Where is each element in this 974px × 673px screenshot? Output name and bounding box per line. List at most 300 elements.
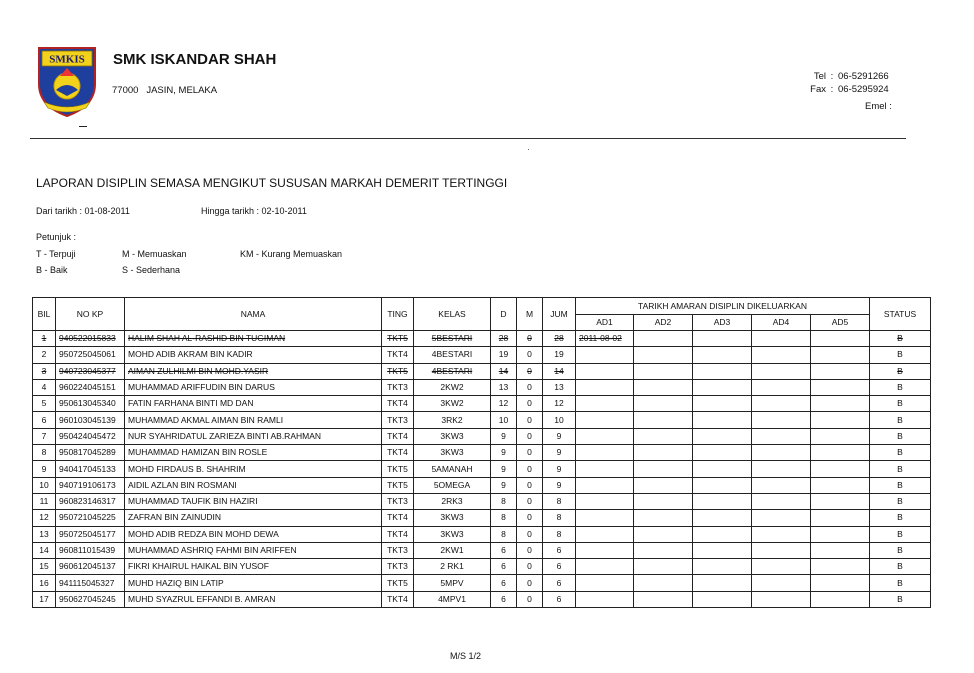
- cell-ting: TKT5: [382, 575, 414, 591]
- cell-ad1: [576, 542, 634, 558]
- cell-status: B: [870, 428, 931, 444]
- cell-ad4: [752, 347, 811, 363]
- cell-ad4: [752, 363, 811, 379]
- cell-d: 9: [491, 477, 517, 493]
- cell-kelas: 2 RK1: [414, 559, 491, 575]
- col-ad5: AD5: [811, 315, 870, 331]
- legend-item-baik: B - Baik: [36, 265, 68, 275]
- cell-kelas: 3KW3: [414, 526, 491, 542]
- stray-dot: [528, 149, 529, 150]
- cell-ad2: [634, 493, 693, 509]
- cell-d: 19: [491, 347, 517, 363]
- cell-status: B: [870, 559, 931, 575]
- cell-jum: 9: [543, 445, 576, 461]
- cell-ting: TKT4: [382, 428, 414, 444]
- cell-nokp: 960103045139: [56, 412, 125, 428]
- legend-item-terpuji: T - Terpuji: [36, 249, 76, 259]
- cell-kelas: 2RK3: [414, 493, 491, 509]
- cell-jum: 13: [543, 379, 576, 395]
- cell-d: 14: [491, 363, 517, 379]
- cell-nokp: 940719106173: [56, 477, 125, 493]
- cell-kelas: 2KW1: [414, 542, 491, 558]
- cell-kelas: 3RK2: [414, 412, 491, 428]
- cell-jum: 9: [543, 461, 576, 477]
- cell-ad2: [634, 510, 693, 526]
- cell-m: 0: [517, 379, 543, 395]
- cell-ad4: [752, 591, 811, 607]
- table-row: [33, 493, 931, 509]
- table-row: [33, 396, 931, 412]
- cell-d: 9: [491, 445, 517, 461]
- col-ad1: AD1: [576, 315, 634, 331]
- cell-nama: FATIN FARHANA BINTI MD DAN: [125, 396, 382, 412]
- table-row: [33, 347, 931, 363]
- cell-m: 0: [517, 331, 543, 347]
- cell-ad4: [752, 575, 811, 591]
- cell-m: 0: [517, 412, 543, 428]
- cell-ad4: [752, 428, 811, 444]
- cell-d: 8: [491, 526, 517, 542]
- cell-bil: 12: [33, 510, 56, 526]
- cell-bil: 10: [33, 477, 56, 493]
- cell-ad3: [693, 363, 752, 379]
- cell-ting: TKT3: [382, 559, 414, 575]
- cell-ad4: [752, 526, 811, 542]
- cell-nokp: 950817045289: [56, 445, 125, 461]
- cell-jum: 10: [543, 412, 576, 428]
- table-row: [33, 591, 931, 607]
- fax-row: [798, 83, 889, 96]
- cell-bil: 15: [33, 559, 56, 575]
- table-row: [33, 559, 931, 575]
- cell-ting: TKT4: [382, 591, 414, 607]
- cell-m: 0: [517, 591, 543, 607]
- cell-ad2: [634, 461, 693, 477]
- col-bil: BIL: [33, 298, 56, 331]
- cell-bil: 11: [33, 493, 56, 509]
- cell-m: 0: [517, 575, 543, 591]
- cell-nokp: 940522015833: [56, 331, 125, 347]
- cell-nokp: 940417045133: [56, 461, 125, 477]
- table-row: [33, 477, 931, 493]
- cell-status: B: [870, 412, 931, 428]
- cell-nama: MOHD ADIB REDZA BIN MOHD DEWA: [125, 526, 382, 542]
- cell-ad1: [576, 379, 634, 395]
- cell-bil: 4: [33, 379, 56, 395]
- cell-kelas: 3KW3: [414, 428, 491, 444]
- cell-m: 0: [517, 461, 543, 477]
- cell-ad1: [576, 559, 634, 575]
- cell-nokp: 960224045151: [56, 379, 125, 395]
- tel-value: 06-5291266: [838, 71, 889, 82]
- table-row: [33, 510, 931, 526]
- cell-bil: 8: [33, 445, 56, 461]
- cell-nokp: 960612045137: [56, 559, 125, 575]
- cell-nama: MUHAMMAD HAMIZAN BIN ROSLE: [125, 445, 382, 461]
- col-jum: JUM: [543, 298, 576, 331]
- cell-nokp: 950613045340: [56, 396, 125, 412]
- cell-ad2: [634, 477, 693, 493]
- cell-d: 13: [491, 379, 517, 395]
- legend-item-sederhana: S - Sederhana: [122, 265, 181, 275]
- cell-nokp: 940723045377: [56, 363, 125, 379]
- report-title: LAPORAN DISIPLIN SEMASA MENGIKUT SUSUSAN MARKAH DEMERIT TERTINGGI: [36, 176, 508, 190]
- cell-ting: TKT5: [382, 363, 414, 379]
- cell-d: 12: [491, 396, 517, 412]
- cell-ad3: [693, 396, 752, 412]
- school-address: 77000 JASIN, MELAKA: [112, 85, 218, 96]
- col-status: STATUS: [870, 298, 931, 331]
- cell-status: B: [870, 591, 931, 607]
- cell-ad5: [811, 542, 870, 558]
- decorative-dash: [79, 126, 87, 127]
- table-row: [33, 575, 931, 591]
- legend-item-memuaskan: M - Memuaskan: [122, 249, 187, 259]
- school-name: SMK ISKANDAR SHAH: [113, 51, 277, 68]
- cell-bil: 17: [33, 591, 56, 607]
- cell-jum: 19: [543, 347, 576, 363]
- table-row: [33, 363, 931, 379]
- cell-bil: 14: [33, 542, 56, 558]
- cell-ad4: [752, 477, 811, 493]
- cell-ad2: [634, 396, 693, 412]
- cell-ad2: [634, 575, 693, 591]
- cell-status: B: [870, 510, 931, 526]
- cell-jum: 6: [543, 559, 576, 575]
- cell-ad5: [811, 445, 870, 461]
- cell-ad2: [634, 331, 693, 347]
- cell-nokp: 950725045061: [56, 347, 125, 363]
- cell-ad4: [752, 510, 811, 526]
- cell-ad5: [811, 477, 870, 493]
- cell-kelas: 5OMEGA: [414, 477, 491, 493]
- cell-ad5: [811, 575, 870, 591]
- cell-ad1: [576, 347, 634, 363]
- cell-nokp: 950627045245: [56, 591, 125, 607]
- cell-kelas: 5BESTARI: [414, 331, 491, 347]
- cell-ad1: [576, 477, 634, 493]
- cell-ad2: [634, 428, 693, 444]
- cell-jum: 6: [543, 575, 576, 591]
- cell-d: 10: [491, 412, 517, 428]
- cell-bil: 3: [33, 363, 56, 379]
- cell-ad3: [693, 575, 752, 591]
- cell-bil: 6: [33, 412, 56, 428]
- cell-status: B: [870, 331, 931, 347]
- cell-status: B: [870, 526, 931, 542]
- cell-status: B: [870, 396, 931, 412]
- cell-ad5: [811, 347, 870, 363]
- cell-ad1: [576, 526, 634, 542]
- cell-ad5: [811, 526, 870, 542]
- cell-ad3: [693, 347, 752, 363]
- cell-d: 6: [491, 591, 517, 607]
- cell-status: B: [870, 493, 931, 509]
- col-ad4: AD4: [752, 315, 811, 331]
- cell-m: 0: [517, 542, 543, 558]
- cell-ad1: [576, 428, 634, 444]
- cell-d: 9: [491, 428, 517, 444]
- table-row: [33, 412, 931, 428]
- cell-ad1: [576, 575, 634, 591]
- cell-status: B: [870, 542, 931, 558]
- cell-ting: TKT4: [382, 396, 414, 412]
- cell-kelas: 3KW2: [414, 396, 491, 412]
- cell-ad2: [634, 559, 693, 575]
- cell-d: 8: [491, 510, 517, 526]
- table-row: [33, 542, 931, 558]
- table-row: [33, 461, 931, 477]
- cell-m: 0: [517, 347, 543, 363]
- cell-ting: TKT3: [382, 542, 414, 558]
- cell-ad4: [752, 331, 811, 347]
- cell-ad1: 2011-08-02: [576, 331, 634, 347]
- logo-text: SMKIS: [49, 53, 85, 66]
- cell-status: B: [870, 461, 931, 477]
- cell-ad1: [576, 445, 634, 461]
- cell-ting: TKT5: [382, 331, 414, 347]
- cell-ad5: [811, 461, 870, 477]
- cell-ad3: [693, 412, 752, 428]
- cell-ad2: [634, 363, 693, 379]
- school-logo: [36, 46, 98, 118]
- fax-value: 06-5295924: [838, 84, 889, 95]
- cell-ad5: [811, 331, 870, 347]
- page-number: M/S 1/2: [450, 651, 482, 661]
- legend-item-kurang-memuaskan: KM - Kurang Memuaskan: [240, 249, 343, 259]
- cell-ad3: [693, 542, 752, 558]
- cell-bil: 1: [33, 331, 56, 347]
- cell-ad5: [811, 510, 870, 526]
- cell-ad2: [634, 412, 693, 428]
- cell-kelas: 4BESTARI: [414, 363, 491, 379]
- cell-kelas: 2KW2: [414, 379, 491, 395]
- cell-status: B: [870, 477, 931, 493]
- cell-jum: 12: [543, 396, 576, 412]
- cell-jum: 9: [543, 428, 576, 444]
- cell-d: 9: [491, 461, 517, 477]
- table-header-row: [33, 298, 931, 315]
- cell-bil: 2: [33, 347, 56, 363]
- cell-status: B: [870, 379, 931, 395]
- cell-jum: 6: [543, 542, 576, 558]
- cell-ad4: [752, 412, 811, 428]
- cell-nokp: 941115045327: [56, 575, 125, 591]
- cell-ad5: [811, 412, 870, 428]
- cell-ting: TKT5: [382, 477, 414, 493]
- cell-ad3: [693, 379, 752, 395]
- cell-nama: ZAFRAN BIN ZAINUDIN: [125, 510, 382, 526]
- cell-ad3: [693, 428, 752, 444]
- cell-kelas: 4MPV1: [414, 591, 491, 607]
- cell-jum: 28: [543, 331, 576, 347]
- cell-jum: 6: [543, 591, 576, 607]
- cell-jum: 8: [543, 510, 576, 526]
- contact-block: [798, 70, 889, 96]
- cell-kelas: 4BESTARI: [414, 347, 491, 363]
- fax-label: Fax: [810, 84, 826, 95]
- cell-nama: MUHD SYAZRUL EFFANDI B. AMRAN: [125, 591, 382, 607]
- cell-nama: FIKRI KHAIRUL HAIKAL BIN YUSOF: [125, 559, 382, 575]
- cell-d: 8: [491, 493, 517, 509]
- cell-ad4: [752, 559, 811, 575]
- cell-ad3: [693, 526, 752, 542]
- cell-ad3: [693, 591, 752, 607]
- cell-ad3: [693, 477, 752, 493]
- cell-ad5: [811, 493, 870, 509]
- cell-nama: MUHAMMAD TAUFIK BIN HAZIRI: [125, 493, 382, 509]
- cell-nokp: 960823146317: [56, 493, 125, 509]
- cell-m: 0: [517, 445, 543, 461]
- col-nama: NAMA: [125, 298, 382, 331]
- cell-nama: AIDIL AZLAN BIN ROSMANI: [125, 477, 382, 493]
- cell-ad2: [634, 526, 693, 542]
- emel-label: Emel :: [865, 101, 892, 112]
- cell-ting: TKT4: [382, 347, 414, 363]
- fax-separator: :: [830, 84, 834, 95]
- cell-m: 0: [517, 477, 543, 493]
- cell-status: B: [870, 347, 931, 363]
- cell-ad5: [811, 591, 870, 607]
- cell-ad1: [576, 412, 634, 428]
- cell-ad2: [634, 591, 693, 607]
- cell-bil: 5: [33, 396, 56, 412]
- table-row: [33, 445, 931, 461]
- col-m: M: [517, 298, 543, 331]
- col-kelas: KELAS: [414, 298, 491, 331]
- cell-ting: TKT3: [382, 493, 414, 509]
- table-row: [33, 428, 931, 444]
- cell-m: 0: [517, 363, 543, 379]
- legend-title: Petunjuk :: [36, 232, 77, 242]
- cell-ad3: [693, 331, 752, 347]
- table-row: [33, 331, 931, 347]
- cell-nama: MUHD HAZIQ BIN LATIP: [125, 575, 382, 591]
- cell-ad5: [811, 428, 870, 444]
- cell-nokp: 950424045472: [56, 428, 125, 444]
- cell-m: 0: [517, 559, 543, 575]
- cell-ad1: [576, 363, 634, 379]
- cell-nama: NUR SYAHRIDATUL ZARIEZA BINTI AB.RAHMAN: [125, 428, 382, 444]
- col-ting: TING: [382, 298, 414, 331]
- cell-ad4: [752, 493, 811, 509]
- tel-label: Tel: [813, 71, 826, 82]
- cell-bil: 7: [33, 428, 56, 444]
- date-to: Hingga tarikh : 02-10-2011: [201, 206, 307, 216]
- cell-nokp: 950725045177: [56, 526, 125, 542]
- cell-ad3: [693, 445, 752, 461]
- cell-m: 0: [517, 428, 543, 444]
- cell-m: 0: [517, 396, 543, 412]
- cell-ting: TKT5: [382, 461, 414, 477]
- col-d: D: [491, 298, 517, 331]
- discipline-table: [32, 297, 931, 608]
- cell-ad3: [693, 493, 752, 509]
- date-from: Dari tarikh : 01-08-2011: [36, 206, 130, 216]
- cell-status: B: [870, 445, 931, 461]
- header-divider: [30, 138, 906, 139]
- cell-d: 28: [491, 331, 517, 347]
- cell-ad5: [811, 363, 870, 379]
- cell-nokp: 950721045225: [56, 510, 125, 526]
- cell-ad1: [576, 461, 634, 477]
- cell-jum: 9: [543, 477, 576, 493]
- cell-d: 6: [491, 542, 517, 558]
- cell-nama: MOHD ADIB AKRAM BIN KADIR: [125, 347, 382, 363]
- cell-ting: TKT4: [382, 445, 414, 461]
- cell-ad2: [634, 445, 693, 461]
- table-row: [33, 379, 931, 395]
- cell-bil: 13: [33, 526, 56, 542]
- cell-ting: TKT3: [382, 379, 414, 395]
- cell-nama: MUHAMMAD AKMAL AIMAN BIN RAMLI: [125, 412, 382, 428]
- cell-ad5: [811, 396, 870, 412]
- cell-kelas: 5MPV: [414, 575, 491, 591]
- tel-row: [798, 70, 889, 83]
- cell-ad2: [634, 542, 693, 558]
- cell-ting: TKT3: [382, 412, 414, 428]
- cell-ad4: [752, 542, 811, 558]
- cell-ad1: [576, 591, 634, 607]
- cell-ad4: [752, 379, 811, 395]
- col-ad2: AD2: [634, 315, 693, 331]
- cell-nama: HALIM SHAH AL-RASHID BIN TUGIMAN: [125, 331, 382, 347]
- cell-m: 0: [517, 493, 543, 509]
- cell-d: 6: [491, 559, 517, 575]
- cell-ad4: [752, 396, 811, 412]
- cell-kelas: 3KW3: [414, 445, 491, 461]
- cell-ad1: [576, 493, 634, 509]
- cell-ad2: [634, 379, 693, 395]
- cell-bil: 16: [33, 575, 56, 591]
- cell-ad3: [693, 510, 752, 526]
- cell-jum: 14: [543, 363, 576, 379]
- cell-d: 6: [491, 575, 517, 591]
- cell-ad5: [811, 559, 870, 575]
- cell-nama: AIMAN ZULHILMI BIN MOHD.YASIR: [125, 363, 382, 379]
- cell-ad3: [693, 461, 752, 477]
- cell-ad1: [576, 396, 634, 412]
- col-warnings: TARIKH AMARAN DISIPLIN DIKELUARKAN: [576, 298, 870, 315]
- cell-m: 0: [517, 526, 543, 542]
- cell-ad3: [693, 559, 752, 575]
- cell-status: B: [870, 363, 931, 379]
- cell-ad4: [752, 445, 811, 461]
- cell-m: 0: [517, 510, 543, 526]
- cell-nama: MUHAMMAD ASHRIQ FAHMI BIN ARIFFEN: [125, 542, 382, 558]
- cell-nokp: 960811015439: [56, 542, 125, 558]
- cell-kelas: 3KW3: [414, 510, 491, 526]
- cell-ad1: [576, 510, 634, 526]
- table-row: [33, 526, 931, 542]
- cell-ting: TKT4: [382, 510, 414, 526]
- cell-ad2: [634, 347, 693, 363]
- cell-kelas: 5AMANAH: [414, 461, 491, 477]
- cell-jum: 8: [543, 526, 576, 542]
- cell-ad5: [811, 379, 870, 395]
- cell-bil: 9: [33, 461, 56, 477]
- tel-separator: :: [830, 71, 834, 82]
- cell-ad4: [752, 461, 811, 477]
- table-body: [33, 331, 931, 608]
- cell-jum: 8: [543, 493, 576, 509]
- col-nokp: NO KP: [56, 298, 125, 331]
- cell-nama: MOHD FIRDAUS B. SHAHRIM: [125, 461, 382, 477]
- cell-ting: TKT4: [382, 526, 414, 542]
- cell-status: B: [870, 575, 931, 591]
- cell-nama: MUHAMMAD ARIFFUDIN BIN DARUS: [125, 379, 382, 395]
- col-ad3: AD3: [693, 315, 752, 331]
